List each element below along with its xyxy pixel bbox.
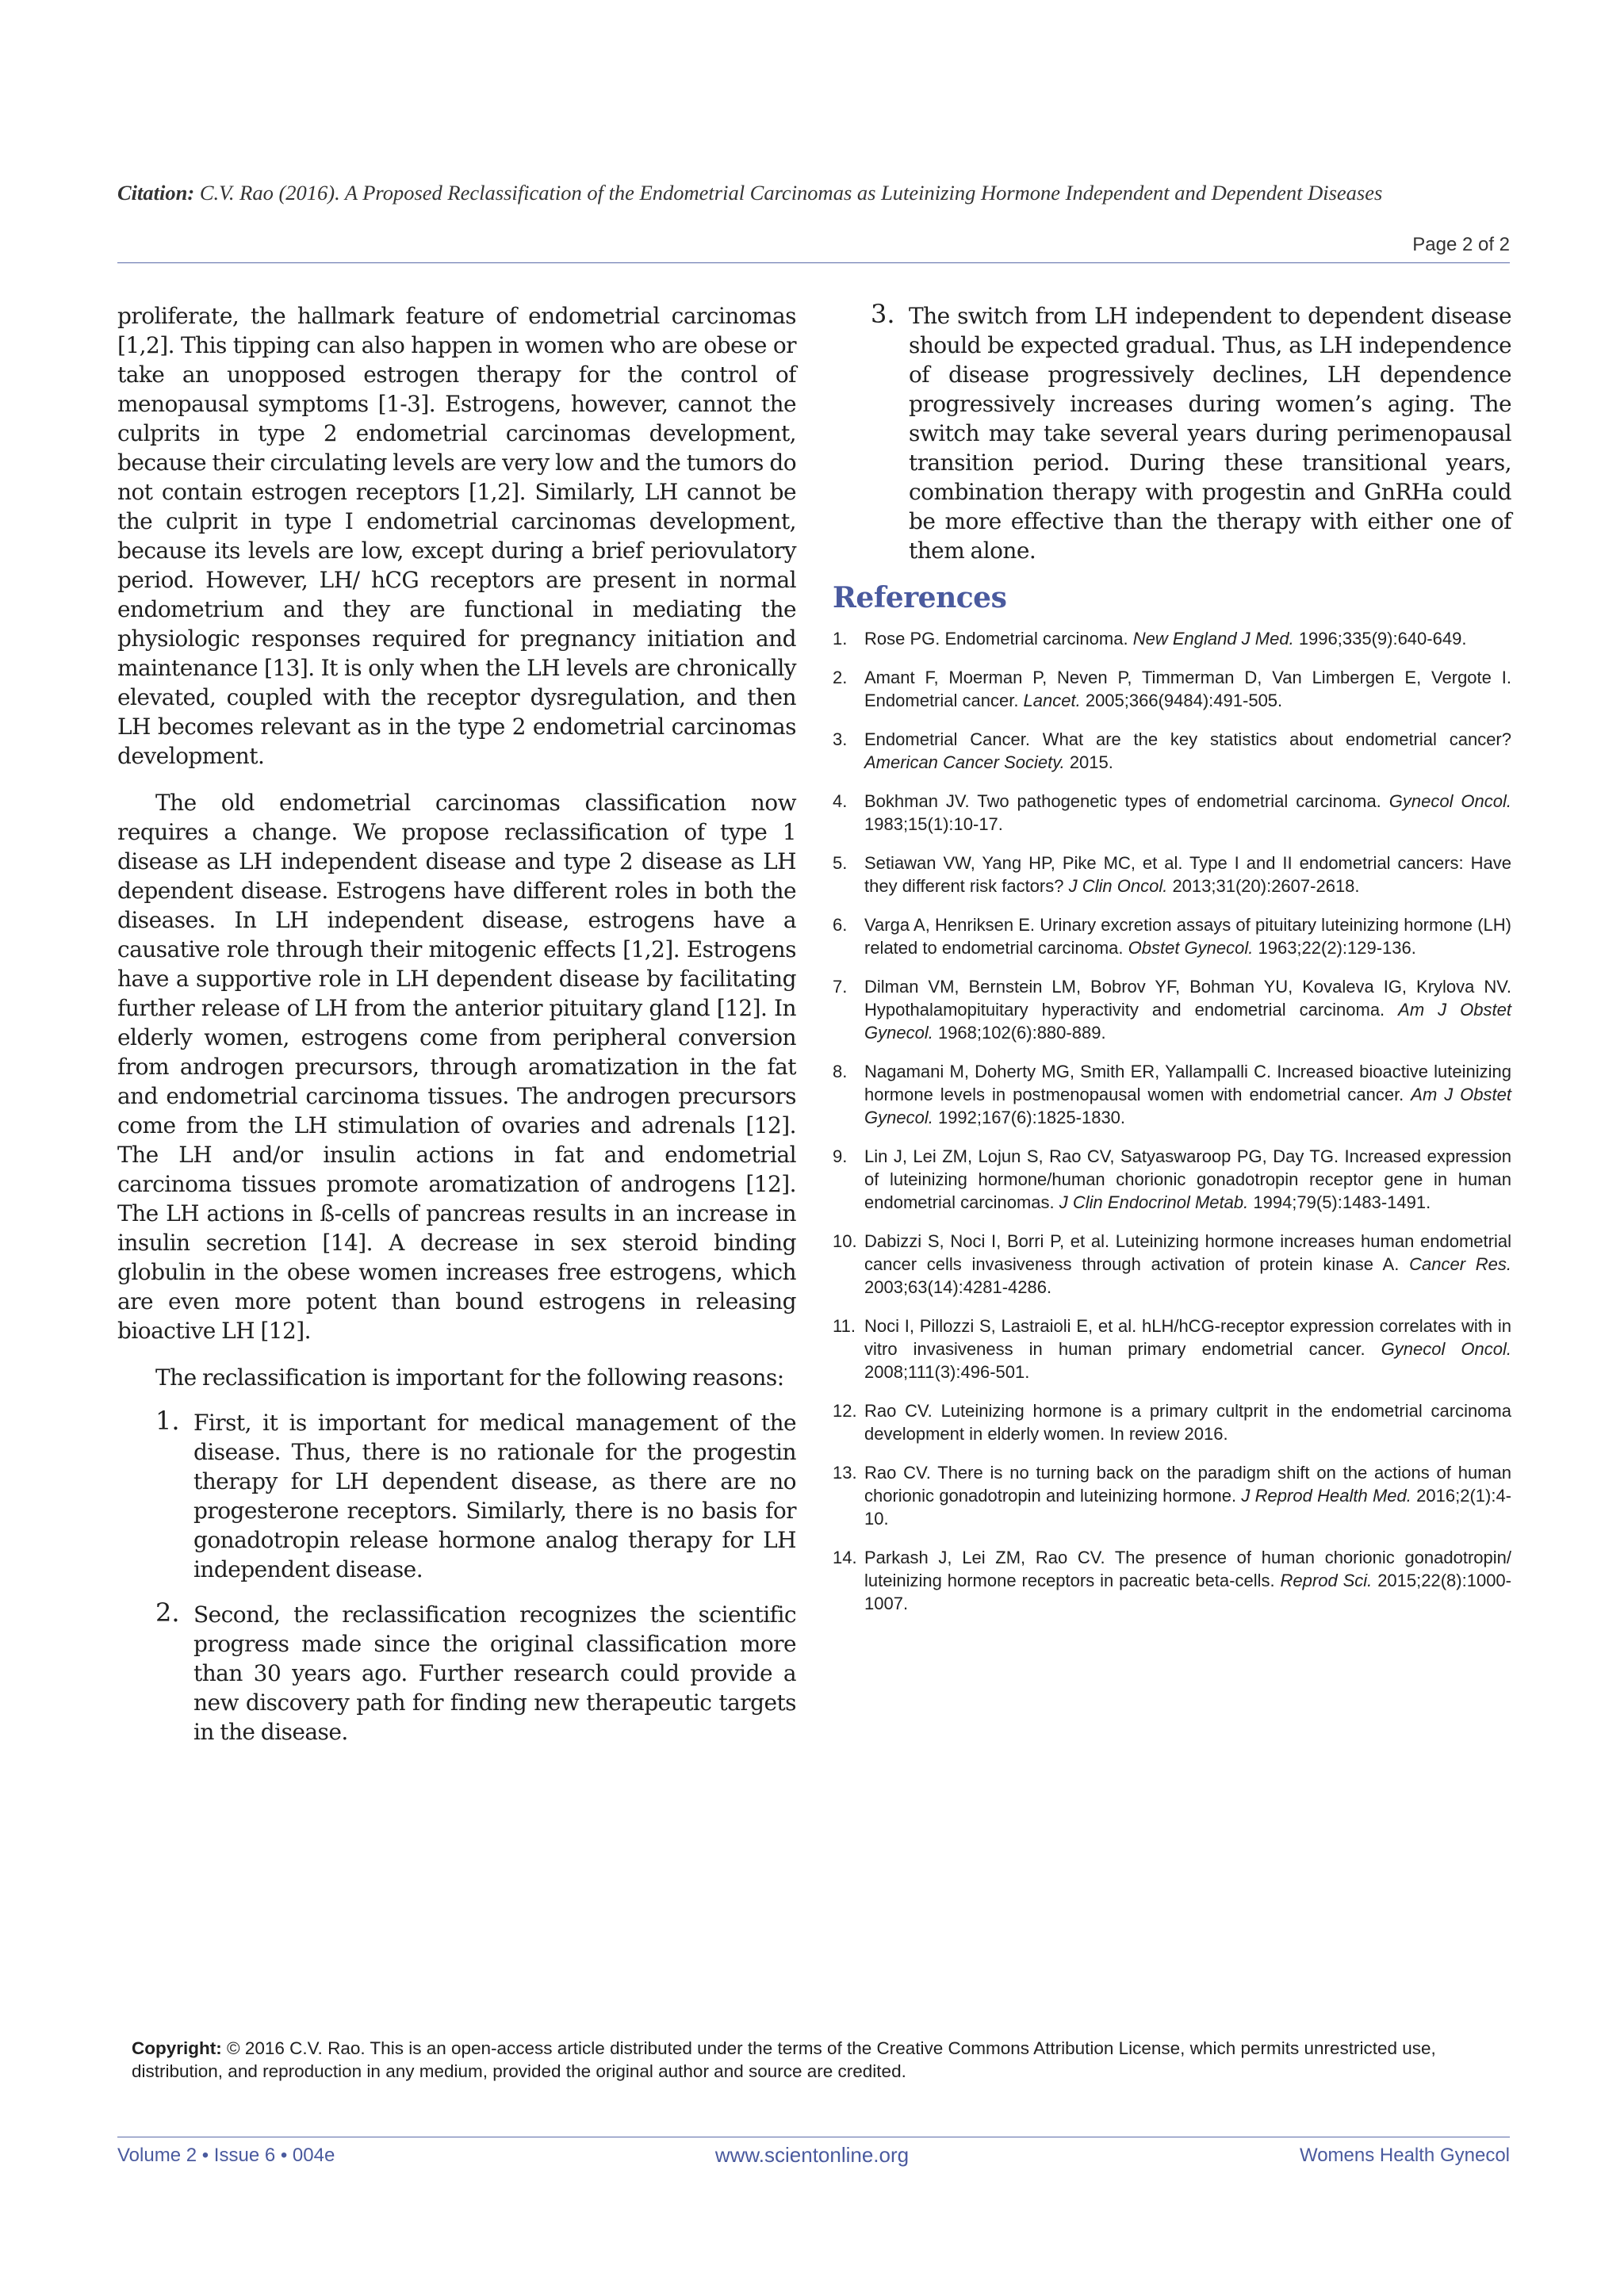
reason-number: 3. (871, 299, 895, 329)
reference-item (833, 627, 1511, 650)
reference-item (833, 1314, 1511, 1383)
reference-text: Dabizzi S, Noci I, Borri P, et al. Luteinizing hormone increases human endometrial cancer cells invasiveness through activation of protein kinase A. (864, 1231, 1511, 1274)
reference-number: 5. (833, 853, 848, 873)
reference-number: 1. (833, 629, 848, 649)
reference-details: 2008;111(3):496-501. (864, 1362, 1030, 1382)
reference-number: 8. (833, 1062, 848, 1081)
reference-journal: Obstet Gynecol. (1128, 938, 1254, 958)
reference-text: Bokhman JV. Two pathogenetic types of endometrial carcinoma. (864, 791, 1389, 811)
reference-journal: Cancer Res. (1409, 1254, 1511, 1274)
reference-text: Nagamani M, Doherty MG, Smith ER, Yallampalli C. Increased bioactive luteinizing hormone levels in postmenopausal women with endometrial cancer. (864, 1062, 1511, 1104)
reference-item (833, 851, 1511, 897)
reference-text: Parkash J, Lei ZM, Rao CV. The presence of human chorionic gonadotropin/ luteinizing hormone receptors in pacreatic beta-cells. (864, 1548, 1511, 1590)
reference-journal: Lancet. (1023, 691, 1081, 710)
reference-details: 2016;2(1):4-10. (864, 1486, 1512, 1529)
citation-line (117, 181, 1513, 205)
copyright-label: Copyright: (132, 2038, 222, 2058)
reference-item (833, 790, 1511, 836)
reference-number: 10. (833, 1231, 857, 1251)
reference-number: 6. (833, 915, 848, 935)
reference-item (833, 1145, 1511, 1214)
reference-item (833, 1060, 1511, 1129)
reference-number: 4. (833, 791, 848, 811)
reference-item (833, 975, 1511, 1044)
reference-journal: J Reprod Health Med. (1241, 1486, 1411, 1506)
reference-number: 9. (833, 1146, 848, 1166)
reference-journal: Am J Obstet Gynecol. (864, 1000, 1511, 1043)
reference-details: 1992;167(6):1825-1830. (933, 1108, 1126, 1127)
reference-number: 7. (833, 977, 848, 997)
reference-details: 2013;31(20):2607-2618. (1167, 876, 1360, 896)
reason-text: First, it is important for medical management of the disease. Thus, there is no rationale for the progestin therapy for LH dependent disease, as there are no progesterone receptors. Similarly, there is no basis for gonadotropin release hormone analog therapy for LH independent disease. (193, 1410, 796, 1582)
reference-journal: Reprod Sci. (1280, 1571, 1373, 1590)
reference-item (833, 728, 1511, 774)
reason-item-3 (833, 301, 1511, 565)
reference-journal: Am J Obstet Gynecol. (864, 1085, 1511, 1127)
reference-journal: American Cancer Society. (864, 752, 1065, 772)
reference-number: 13. (833, 1463, 857, 1483)
reasons-list-continued (833, 301, 1511, 565)
reference-details: 1963;22(2):129-136. (1253, 938, 1416, 958)
body-paragraph-1: proliferate, the hallmark feature of endometrial carcinomas [1,2]. This tipping can also happen in women who are obese or take an unopposed estrogen therapy for the control of menopausal symptoms [1-3]. Estrogens, however, cannot the culprits in type 2 endometrial carcinomas development, because their circulating levels are very low and the tumors do not contain estrogen receptors [1,2]. Similarly, LH cannot be the culprit in type I endometrial carcinomas development, because its levels are low, except during a brief periovulatory period. However, LH/ hCG receptors are present in normal endometrium and they are functional in mediating the physiologic responses required for pregnancy initiation and maintenance [13]. It is only when the LH levels are chronically elevated, coupled with the receptor dysregulation, and then LH becomes relevant as in the type 2 endometrial carcinomas development. (117, 303, 796, 769)
reference-details: 1994;79(5):1483-1491. (1248, 1192, 1431, 1212)
copyright-text: © 2016 C.V. Rao. This is an open-access article distributed under the terms of the Creative Commons Attribution License, which permits unrestricted use, distribution, and reproduction in any medium, provided the original author and source are credited. (132, 2038, 1436, 2081)
reference-text: Endometrial Cancer. What are the key statistics about endometrial cancer? (864, 729, 1511, 749)
citation-label: Citation: (117, 181, 195, 205)
reference-details: 2015. (1064, 752, 1113, 772)
reference-details: 1968;102(6):880-889. (933, 1023, 1106, 1043)
reference-details: 2005;366(9484):491-505. (1080, 691, 1283, 710)
reference-journal: New England J Med. (1132, 629, 1294, 649)
reason-number: 1. (155, 1406, 180, 1436)
reference-item (833, 1399, 1511, 1445)
reference-item (833, 913, 1511, 959)
reference-details: 2003;63(14):4281-4286. (864, 1277, 1052, 1297)
reference-number: 14. (833, 1548, 857, 1567)
reference-item (833, 1546, 1511, 1615)
header-divider (117, 262, 1510, 263)
page-number: Page 2 of 2 (1412, 234, 1510, 255)
reference-journal: Gynecol Oncol. (1381, 1339, 1511, 1359)
reference-text: Setiawan VW, Yang HP, Pike MC, et al. Type I and II endometrial cancers: Have they different risk factors? (864, 853, 1511, 896)
reference-number: 2. (833, 668, 848, 687)
reference-text: Lin J, Lei ZM, Lojun S, Rao CV, Satyaswaroop PG, Day TG. Increased expression of luteinizing hormone/human chorionic gonadotropin receptor gene in human endometrial carcinomas. (864, 1146, 1511, 1212)
reference-item (833, 1461, 1511, 1530)
right-column (833, 301, 1511, 1631)
reason-text: Second, the reclassification recognizes the scientific progress made since the original classification more than 30 years ago. Further research could provide a new discovery path for finding new therapeutic targets in the disease. (193, 1601, 796, 1745)
reason-item-1 (117, 1408, 796, 1584)
copyright-notice (132, 2037, 1496, 2083)
reference-details: 1996;335(9):640-649. (1293, 629, 1467, 649)
footer-journal: Womens Health Gynecol (1299, 2145, 1510, 2166)
footer-website-link[interactable]: www.scientonline.org (714, 2143, 910, 2167)
reference-text: Noci I, Pillozzi S, Lastraioli E, et al. hLH/hCG-receptor expression correlates with in vitro invasiveness in human primary endometrial cancer. (864, 1316, 1511, 1359)
reference-details: 1983;15(1):10-17. (864, 814, 1003, 834)
reference-journal: J Clin Endocrinol Metab. (1059, 1192, 1249, 1212)
left-column (117, 301, 796, 1762)
body-paragraph-3: The reclassification is important for the following reasons: (155, 1364, 784, 1391)
reference-text: Rao CV. There is no turning back on the paradigm shift on the actions of human chorionic gonadotropin and luteinizing hormone. (864, 1463, 1511, 1506)
reference-text: Dilman VM, Bernstein LM, Bobrov YF, Bohman YU, Kovaleva IG, Krylova NV. Hypothalamopituitary hyperactivity and endometrial carcinoma. (864, 977, 1511, 1020)
reasons-list (117, 1408, 796, 1747)
reason-number: 2. (155, 1598, 180, 1628)
reference-text: Varga A, Henriksen E. Urinary excretion assays of pituitary luteinizing hormone (LH) related to endometrial carcinoma. (864, 915, 1511, 958)
reference-text: Amant F, Moerman P, Neven P, Timmerman D, Van Limbergen E, Vergote I. Endometrial cancer. (864, 668, 1511, 710)
reference-text: Rose PG. Endometrial carcinoma. (864, 629, 1133, 649)
reference-details: 2015;22(8):1000-1007. (864, 1571, 1511, 1613)
reference-item (833, 1230, 1511, 1299)
reference-number: 3. (833, 729, 848, 749)
citation-text: C.V. Rao (2016). A Proposed Reclassification of the Endometrial Carcinomas as Luteinizing Hormone Independent and Dependent Diseases (194, 181, 1383, 205)
body-paragraph-2: The old endometrial carcinomas classification now requires a change. We propose reclassification of type 1 disease as LH independent disease and type 2 disease as LH dependent disease. Estrogens have different roles in both the diseases. In LH independent disease, estrogens have a causative role through their mitogenic effects [1,2]. Estrogens have a supportive role in LH dependent disease by facilitating further release of LH from the anterior pituitary gland [12]. In elderly women, estrogens come from peripheral conversion from androgen precursors, through aromatization in the fat and endometrial carcinoma tissues. The androgen precursors come from the LH stimulation of ovaries and adrenals [12]. The LH and/or insulin actions in fat and endometrial carcinoma tissues promote aromatization of androgens [12]. The LH actions in ß-cells of pancreas results in an increase in insulin secretion [14]. A decrease in sex steroid binding globulin in the obese women increases free estrogens, which are even more potent than bound estrogens in releasing bioactive LH [12]. (117, 790, 796, 1344)
reference-number: 11. (833, 1316, 856, 1336)
references-list (833, 627, 1511, 1615)
reason-text: The switch from LH independent to dependent disease should be expected gradual. Thus, as LH independence of disease progressively declines, LH dependence progressively increases during women’s aging. The switch may take several years during perimenopausal transition period. During these transitional years, combination therapy with progestin and GnRHa could be more effective than the therapy with either one of them alone. (909, 303, 1511, 564)
footer-volume: Volume 2 • Issue 6 • 004e (117, 2145, 335, 2166)
references-heading: References (833, 581, 1007, 614)
reference-item (833, 666, 1511, 712)
reference-text: Rao CV. Luteinizing hormone is a primary cultprit in the endometrial carcinoma development in elderly women. In review 2016. (864, 1401, 1511, 1444)
reason-item-2 (117, 1600, 796, 1747)
reference-journal: Gynecol Oncol. (1388, 791, 1512, 811)
reference-number: 12. (833, 1401, 857, 1421)
reference-journal: J Clin Oncol. (1068, 876, 1168, 896)
